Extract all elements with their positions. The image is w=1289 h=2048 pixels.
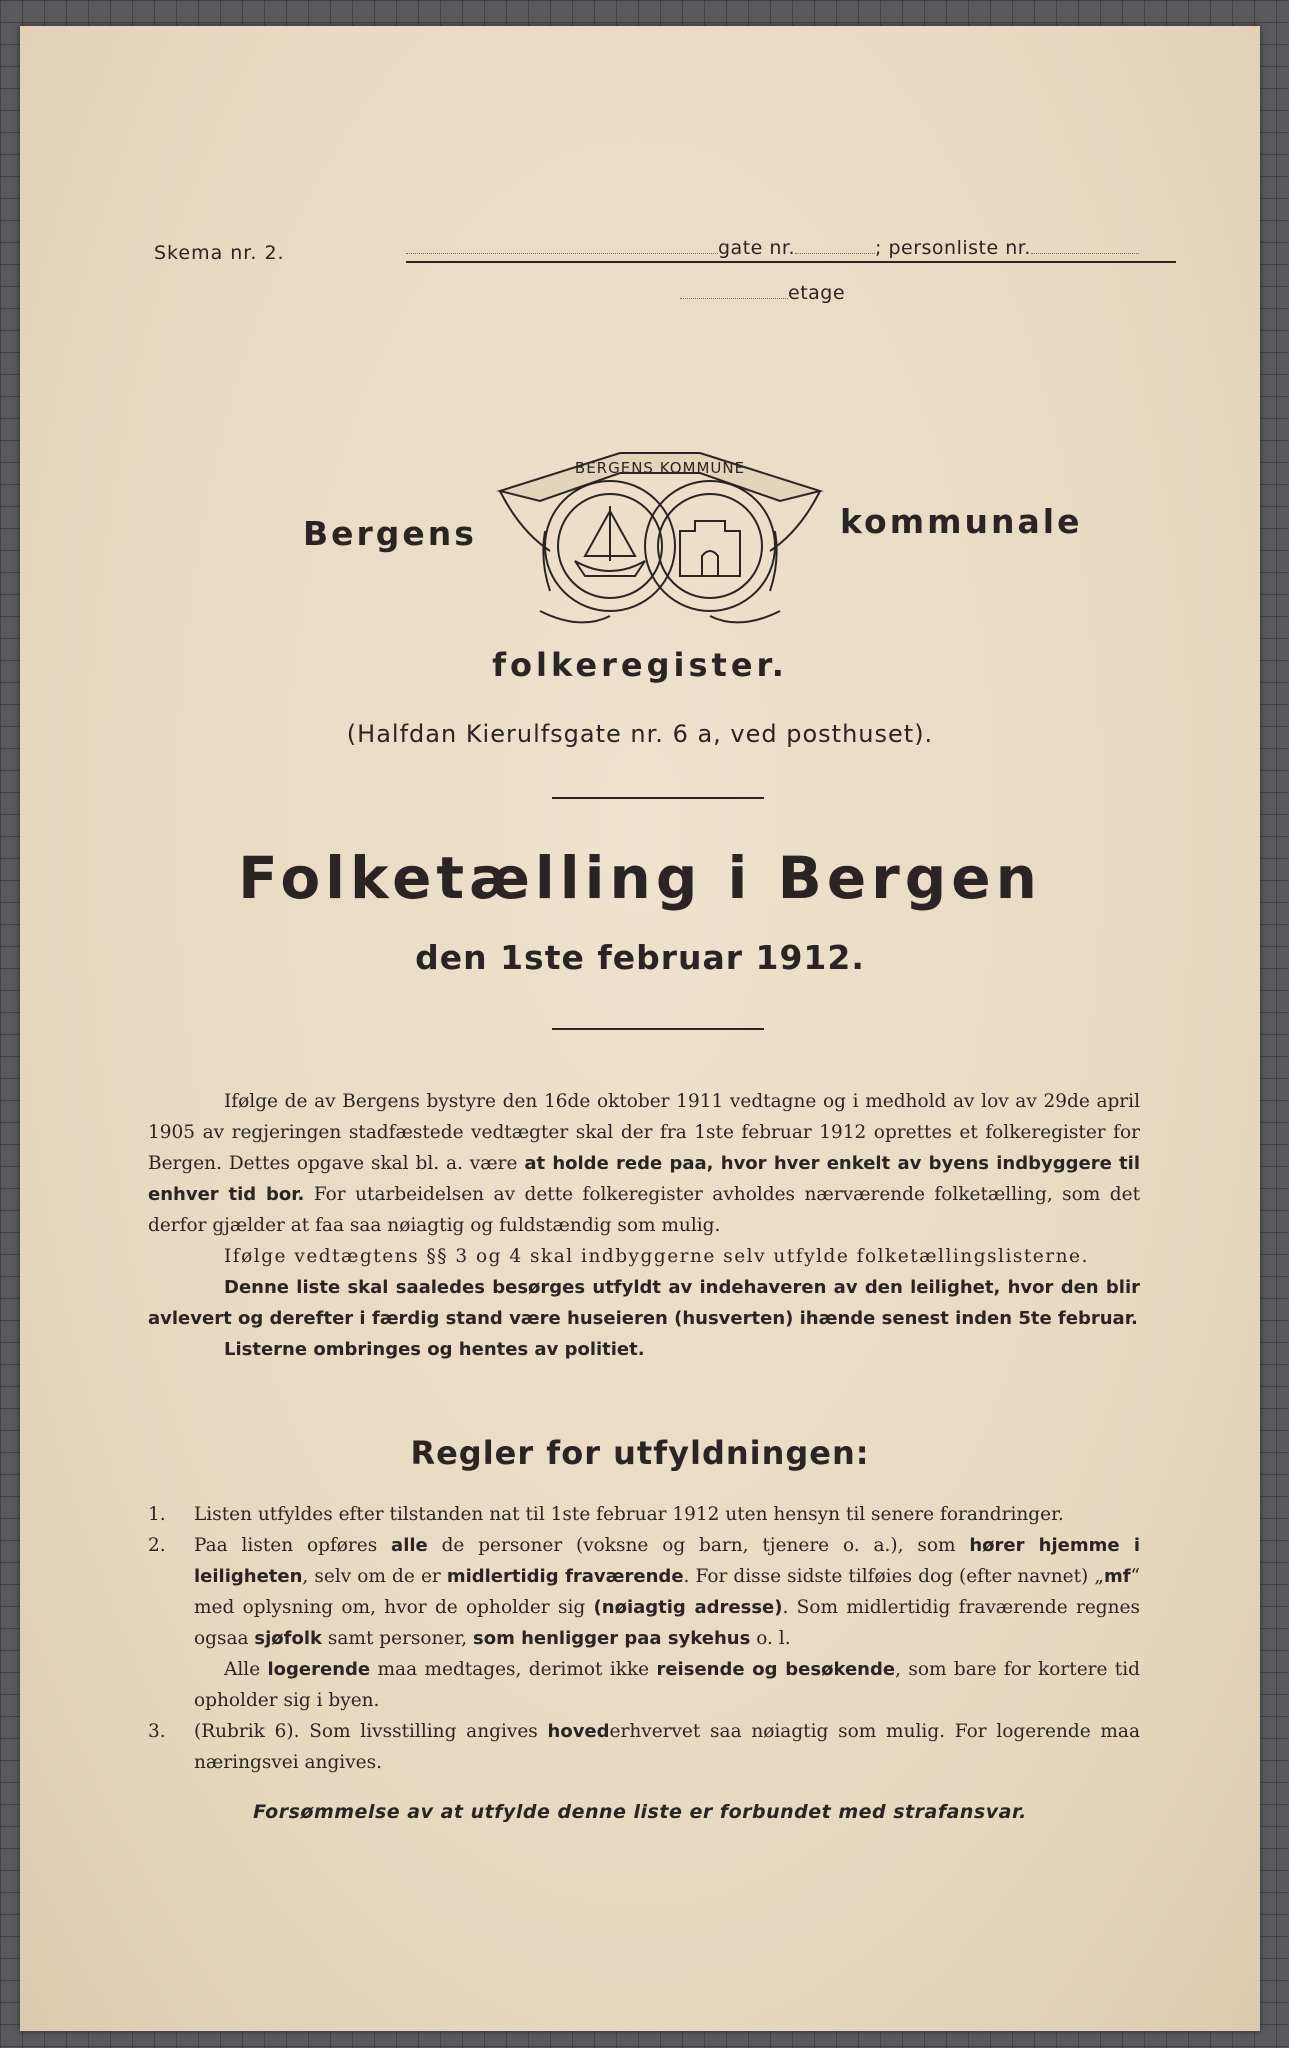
gate-number-blank[interactable] — [795, 237, 875, 254]
intro-paragraph-3 — [148, 1272, 1140, 1334]
rule-number: 3. — [148, 1721, 166, 1742]
personliste-label: ; personliste nr. — [875, 237, 1031, 259]
intro-paragraph-2: Ifølge vedtægtens §§ 3 og 4 skal indbyggerne selv utfylde folketællingslisterne. — [224, 1246, 1089, 1267]
rule-2-continuation: Alle logerende maa medtages, derimot ikke reisende og besøkende, som bare for kortere tid opholder sig i byen. — [194, 1659, 1140, 1711]
intro-p4-emphasis: Listerne ombringes og hentes av politiet. — [224, 1339, 645, 1360]
rule-3 — [148, 1716, 1140, 1778]
page-title: Folketælling i Bergen — [238, 844, 1042, 912]
intro-p1-emphasis: at holde rede paa, hvor hver enkelt av byens indbyggere til enhver tid bor. — [148, 1153, 1140, 1205]
etage-label: etage — [788, 282, 846, 304]
rule-number: 1. — [148, 1504, 166, 1525]
etage-row — [680, 282, 845, 304]
masthead-left: Bergens — [303, 514, 477, 553]
rule-text: (Rubrik 6). Som livsstilling angives hovederhvervet saa nøiagtig som mulig. For logerende maa næringsvei angives. — [194, 1721, 1140, 1773]
rules-list — [148, 1499, 1140, 1778]
census-form-page — [20, 26, 1260, 2031]
rule-number: 2. — [148, 1535, 166, 1556]
intro-text — [148, 1086, 1140, 1365]
bergen-kommune-seal — [480, 431, 840, 641]
street-blank[interactable] — [406, 237, 718, 254]
personliste-blank[interactable] — [1031, 237, 1139, 254]
gate-label: gate nr. — [718, 237, 796, 259]
intro-paragraph-1 — [148, 1086, 1140, 1241]
rules-heading: Regler for utfyldningen: — [410, 1434, 870, 1472]
rule-text: Paa listen opføres alle de personer (voksne og barn, tjenere o. a.), som hører hjemme i leiligheten, selv om de er midlertidig fraværende. For disse sidste tilføies dog (efter navnet) „mf“ med oplysning om, hvor de opholder sig (nøiagtig adresse). Som midlertidig fraværende regnes ogsaa sjøfolk samt personer, som henligger paa sykehus o. l. — [194, 1535, 1140, 1649]
divider-bottom — [552, 1028, 764, 1030]
rule-2 — [148, 1530, 1140, 1654]
divider-top — [552, 797, 764, 799]
masthead-right: kommunale — [840, 502, 1083, 541]
masthead-folkeregister: folkeregister. — [492, 646, 788, 684]
rule-1 — [148, 1499, 1140, 1530]
intro-paragraph-4 — [148, 1334, 1140, 1365]
intro-p1-text: Ifølge de av Bergens bystyre den 16de oktober 1911 vedtagne og i medhold av lov av 29de april 1905 av regjeringen stadfæstede vedtægter skal der fra 1ste februar 1912 oprettes et folkeregister for Bergen. Dettes opgave skal bl. a. være — [148, 1091, 1140, 1174]
etage-blank[interactable] — [680, 282, 788, 299]
header-rule — [406, 261, 1176, 263]
census-date: den 1ste februar 1912. — [415, 938, 865, 977]
intro-p1-tail: For utarbeidelsen av dette folkeregister avholdes nærværende folketælling, som det derfor gjælder at faa saa nøiagtig og fuldstændig som mulig. — [148, 1184, 1140, 1236]
seal-text: BERGENS KOMMUNE — [574, 459, 746, 477]
office-address: (Halfdan Kierulfsgate nr. 6 a, ved posthuset). — [346, 720, 934, 748]
form-number: Skema nr. 2. — [154, 242, 285, 264]
rule-text: Listen utfyldes efter tilstanden nat til 1ste februar 1912 uten hensyn til senere forandringer. — [194, 1504, 1064, 1525]
intro-p3-emphasis: Denne liste skal saaledes besørges utfyldt av indehaveren av den leilighet, hvor den blir avlevert og derefter i færdig stand være huseieren (husverten) ihænde senest inden 5te februar. — [148, 1277, 1140, 1329]
penalty-warning: Forsømmelse av at utfylde denne liste er forbundet med strafansvar. — [253, 1801, 1027, 1823]
address-fields-row — [406, 237, 1176, 259]
